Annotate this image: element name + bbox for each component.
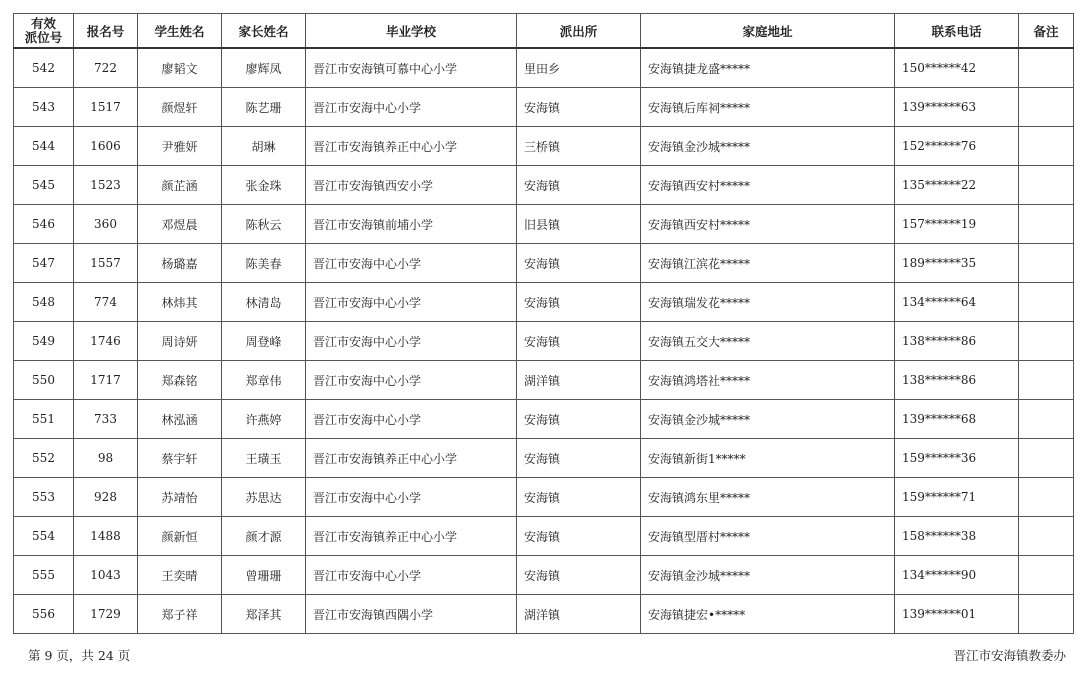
cell-registration-number: 1729	[74, 595, 138, 634]
cell-phone: 138******86	[895, 361, 1019, 400]
cell-registration-number: 98	[74, 439, 138, 478]
table-row	[14, 595, 1074, 634]
cell-phone: 152******76	[895, 127, 1019, 166]
cell-phone: 139******68	[895, 400, 1019, 439]
cell-home-address: 安海镇金沙城*****	[641, 400, 895, 439]
cell-remark	[1019, 478, 1074, 517]
table-row	[14, 127, 1074, 166]
table-row	[14, 439, 1074, 478]
cell-registration-number: 733	[74, 400, 138, 439]
cell-student-name: 邓煜晨	[138, 205, 222, 244]
cell-lottery-number: 542	[14, 48, 74, 88]
cell-registration-number: 1717	[74, 361, 138, 400]
cell-graduate-school: 晋江市安海中心小学	[306, 244, 517, 283]
cell-registration-number: 722	[74, 48, 138, 88]
cell-remark	[1019, 127, 1074, 166]
table-row	[14, 244, 1074, 283]
header-parent-name: 家长姓名	[222, 14, 306, 49]
cell-graduate-school: 晋江市安海镇可慕中心小学	[306, 48, 517, 88]
cell-police-station: 湖洋镇	[517, 595, 641, 634]
cell-graduate-school: 晋江市安海镇养正中心小学	[306, 439, 517, 478]
cell-lottery-number: 550	[14, 361, 74, 400]
cell-police-station: 湖洋镇	[517, 361, 641, 400]
cell-home-address: 安海镇西安村*****	[641, 205, 895, 244]
cell-lottery-number: 555	[14, 556, 74, 595]
cell-parent-name: 许燕婷	[222, 400, 306, 439]
cell-graduate-school: 晋江市安海中心小学	[306, 322, 517, 361]
cell-police-station: 旧县镇	[517, 205, 641, 244]
cell-lottery-number: 545	[14, 166, 74, 205]
page-number: 第 9 页，共 24 页	[28, 648, 131, 663]
cell-parent-name: 颜才源	[222, 517, 306, 556]
cell-parent-name: 陈艺珊	[222, 88, 306, 127]
cell-police-station: 里田乡	[517, 48, 641, 88]
cell-parent-name: 陈秋云	[222, 205, 306, 244]
header-lottery-number	[14, 14, 74, 49]
cell-lottery-number: 547	[14, 244, 74, 283]
header-student-name: 学生姓名	[138, 14, 222, 49]
cell-registration-number: 928	[74, 478, 138, 517]
cell-police-station: 安海镇	[517, 517, 641, 556]
table-row	[14, 88, 1074, 127]
cell-lottery-number: 546	[14, 205, 74, 244]
cell-remark	[1019, 88, 1074, 127]
table-row	[14, 322, 1074, 361]
cell-parent-name: 苏思达	[222, 478, 306, 517]
cell-graduate-school: 晋江市安海镇养正中心小学	[306, 517, 517, 556]
cell-police-station: 安海镇	[517, 166, 641, 205]
cell-graduate-school: 晋江市安海中心小学	[306, 400, 517, 439]
cell-student-name: 尹雅妍	[138, 127, 222, 166]
cell-police-station: 安海镇	[517, 439, 641, 478]
cell-student-name: 颜煜轩	[138, 88, 222, 127]
cell-graduate-school: 晋江市安海镇西隅小学	[306, 595, 517, 634]
cell-remark	[1019, 400, 1074, 439]
cell-lottery-number: 552	[14, 439, 74, 478]
cell-registration-number: 1746	[74, 322, 138, 361]
cell-student-name: 王奕晴	[138, 556, 222, 595]
cell-home-address: 安海镇捷龙盛*****	[641, 48, 895, 88]
header-phone: 联系电话	[895, 14, 1019, 49]
header-lottery-number-line2: 派位号	[24, 29, 63, 45]
issuer-name: 晋江市安海镇教委办	[953, 648, 1066, 663]
cell-police-station: 安海镇	[517, 478, 641, 517]
cell-lottery-number: 554	[14, 517, 74, 556]
cell-parent-name: 胡琳	[222, 127, 306, 166]
table-row	[14, 400, 1074, 439]
cell-graduate-school: 晋江市安海中心小学	[306, 283, 517, 322]
header-registration-number: 报名号	[74, 14, 138, 49]
cell-home-address: 安海镇后库祠*****	[641, 88, 895, 127]
cell-phone: 159******71	[895, 478, 1019, 517]
header-police-station: 派出所	[517, 14, 641, 49]
cell-registration-number: 1043	[74, 556, 138, 595]
cell-graduate-school: 晋江市安海中心小学	[306, 361, 517, 400]
cell-police-station: 安海镇	[517, 556, 641, 595]
cell-home-address: 安海镇鸿东里*****	[641, 478, 895, 517]
cell-phone: 139******01	[895, 595, 1019, 634]
cell-student-name: 林炜其	[138, 283, 222, 322]
cell-registration-number: 1557	[74, 244, 138, 283]
cell-home-address: 安海镇金沙城*****	[641, 127, 895, 166]
cell-graduate-school: 晋江市安海镇西安小学	[306, 166, 517, 205]
cell-parent-name: 张金珠	[222, 166, 306, 205]
table-row	[14, 517, 1074, 556]
table-row	[14, 48, 1074, 88]
cell-lottery-number: 556	[14, 595, 74, 634]
cell-home-address: 安海镇江滨花*****	[641, 244, 895, 283]
table-row	[14, 166, 1074, 205]
cell-phone: 159******36	[895, 439, 1019, 478]
cell-remark	[1019, 244, 1074, 283]
header-home-address: 家庭地址	[641, 14, 895, 49]
cell-lottery-number: 544	[14, 127, 74, 166]
cell-lottery-number: 543	[14, 88, 74, 127]
cell-student-name: 周诗妍	[138, 322, 222, 361]
cell-lottery-number: 551	[14, 400, 74, 439]
cell-remark	[1019, 517, 1074, 556]
cell-parent-name: 陈美春	[222, 244, 306, 283]
cell-lottery-number: 549	[14, 322, 74, 361]
cell-phone: 134******64	[895, 283, 1019, 322]
cell-graduate-school: 晋江市安海中心小学	[306, 478, 517, 517]
cell-remark	[1019, 595, 1074, 634]
cell-phone: 189******35	[895, 244, 1019, 283]
cell-phone: 157******19	[895, 205, 1019, 244]
cell-lottery-number: 548	[14, 283, 74, 322]
cell-police-station: 三桥镇	[517, 127, 641, 166]
cell-phone: 135******22	[895, 166, 1019, 205]
cell-parent-name: 王璜玉	[222, 439, 306, 478]
cell-parent-name: 郑泽其	[222, 595, 306, 634]
cell-graduate-school: 晋江市安海镇养正中心小学	[306, 127, 517, 166]
cell-police-station: 安海镇	[517, 88, 641, 127]
cell-student-name: 苏靖怡	[138, 478, 222, 517]
cell-phone: 134******90	[895, 556, 1019, 595]
table-row	[14, 556, 1074, 595]
cell-home-address: 安海镇西安村*****	[641, 166, 895, 205]
cell-phone: 139******63	[895, 88, 1019, 127]
cell-registration-number: 1523	[74, 166, 138, 205]
header-graduate-school: 毕业学校	[306, 14, 517, 49]
cell-phone: 158******38	[895, 517, 1019, 556]
cell-remark	[1019, 166, 1074, 205]
cell-parent-name: 廖辉凤	[222, 48, 306, 88]
cell-registration-number: 1488	[74, 517, 138, 556]
cell-student-name: 林泓涵	[138, 400, 222, 439]
cell-lottery-number: 553	[14, 478, 74, 517]
cell-student-name: 廖韬文	[138, 48, 222, 88]
cell-police-station: 安海镇	[517, 283, 641, 322]
cell-graduate-school: 晋江市安海镇前埔小学	[306, 205, 517, 244]
cell-registration-number: 360	[74, 205, 138, 244]
table-header-row	[14, 14, 1074, 49]
cell-student-name: 郑森铭	[138, 361, 222, 400]
cell-parent-name: 曾珊珊	[222, 556, 306, 595]
cell-home-address: 安海镇金沙城*****	[641, 556, 895, 595]
cell-registration-number: 1606	[74, 127, 138, 166]
cell-home-address: 安海镇瑞发花*****	[641, 283, 895, 322]
cell-home-address: 安海镇新街1*****	[641, 439, 895, 478]
cell-phone: 138******86	[895, 322, 1019, 361]
cell-remark	[1019, 48, 1074, 88]
header-lottery-number-line1: 有效	[30, 15, 56, 31]
cell-parent-name: 郑章伟	[222, 361, 306, 400]
cell-remark	[1019, 556, 1074, 595]
cell-parent-name: 林清岛	[222, 283, 306, 322]
cell-remark	[1019, 361, 1074, 400]
cell-student-name: 颜新恒	[138, 517, 222, 556]
cell-police-station: 安海镇	[517, 400, 641, 439]
table-body	[14, 48, 1074, 634]
cell-graduate-school: 晋江市安海中心小学	[306, 556, 517, 595]
cell-phone: 150******42	[895, 48, 1019, 88]
cell-police-station: 安海镇	[517, 322, 641, 361]
cell-home-address: 安海镇鸿塔社*****	[641, 361, 895, 400]
cell-remark	[1019, 205, 1074, 244]
cell-remark	[1019, 439, 1074, 478]
table-row	[14, 205, 1074, 244]
cell-student-name: 颜芷涵	[138, 166, 222, 205]
cell-student-name: 郑子祥	[138, 595, 222, 634]
cell-registration-number: 774	[74, 283, 138, 322]
cell-remark	[1019, 322, 1074, 361]
table-row	[14, 478, 1074, 517]
cell-home-address: 安海镇捷宏•*****	[641, 595, 895, 634]
cell-student-name: 杨璐嘉	[138, 244, 222, 283]
table-row	[14, 283, 1074, 322]
cell-parent-name: 周登峰	[222, 322, 306, 361]
cell-student-name: 蔡宇轩	[138, 439, 222, 478]
cell-remark	[1019, 283, 1074, 322]
header-remark: 备注	[1019, 14, 1074, 49]
enrollment-table	[13, 13, 1074, 634]
table-row	[14, 361, 1074, 400]
cell-home-address: 安海镇五交大*****	[641, 322, 895, 361]
cell-registration-number: 1517	[74, 88, 138, 127]
cell-home-address: 安海镇型厝村*****	[641, 517, 895, 556]
cell-graduate-school: 晋江市安海中心小学	[306, 88, 517, 127]
cell-police-station: 安海镇	[517, 244, 641, 283]
